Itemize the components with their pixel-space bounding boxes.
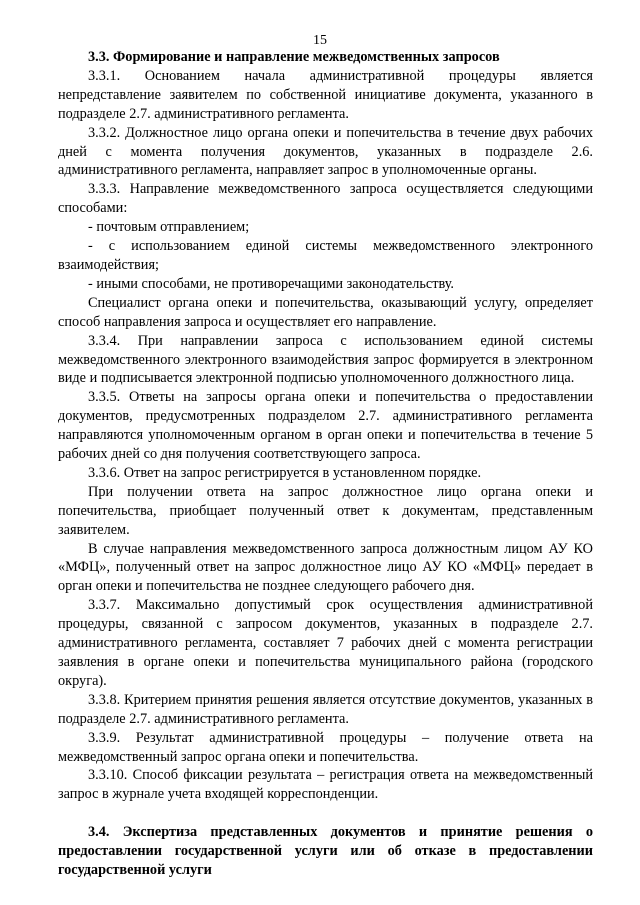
paragraph-mfc: В случае направления межведомственного запроса должностным лицом АУ КО «МФЦ», полученный ответ на запрос должностное лицо АУ КО «МФЦ» передает в орган опеки и попечительства не позднее следующего рабочего дня. <box>58 540 593 595</box>
paragraph-3-3-5: 3.3.5. Ответы на запросы органа опеки и попечительства о предоставлении документов, предусмотренных подразделом 2.7. административного регламента направляются уполномоченным органом в орган опеки и попечительства в течение 5 рабочих дней со дня получения соответствующего запроса. <box>58 389 593 463</box>
paragraph-3-3-1: 3.3.1. Основанием начала административной процедуры является непредставление заявителем по собственной инициативе документа, указанного в подразделе 2.7. административного регламента. <box>58 67 593 122</box>
paragraph-specialist: Специалист органа опеки и попечительства, оказывающий услугу, определяет способ направления запроса и осуществляет его направление. <box>58 294 593 330</box>
page-number: 15 <box>313 33 327 48</box>
paragraph-3-3-4: 3.3.4. При направлении запроса с использованием единой системы межведомственного электронного взаимодействия запрос формируется в электронном виде и подписывается электронной подписью уполномоченного должностного лица. <box>58 332 593 387</box>
paragraph-3-3-2: 3.3.2. Должностное лицо органа опеки и попечительства в течение двух рабочих дней с момента получения документов, указанных в подразделе 2.6. административного регламента, направляет запрос в уполномоченные органы. <box>58 124 593 179</box>
paragraph-3-3-8: 3.3.8. Критерием принятия решения является отсутствие документов, указанных в подразделе 2.7. административного регламента. <box>58 691 593 727</box>
paragraph-3-3-6: 3.3.6. Ответ на запрос регистрируется в установленном порядке. <box>88 464 482 481</box>
paragraph-3-3-7: 3.3.7. Максимально допустимый срок осуществления административной процедуры, связанной с запросом документов, указанных в подразделе 2.7. административного регламента, составляет 7 рабочих дней с момента регистрации заявления в органе опеки и попечительства муниципального района (городского округа). <box>58 597 593 689</box>
list-item-postal: - почтовым отправлением; <box>88 219 250 236</box>
list-item-electronic: - с использованием единой системы межведомственного электронного взаимодействия; <box>58 238 593 273</box>
paragraph-response-received: При получении ответа на запрос должностное лицо органа опеки и попечительства, приобщает полученный ответ к документам, представленным заявителем. <box>58 483 593 538</box>
paragraph-3-3-9: 3.3.9. Результат административной процедуры – получение ответа на межведомственный запрос органа опеки и попечительства. <box>58 729 593 765</box>
document-body <box>58 48 593 880</box>
section-heading-3-3: 3.3. Формирование и направление межведомственных запросов <box>88 49 500 65</box>
list-item-other: - иными способами, не противоречащими законодательству. <box>88 275 455 292</box>
paragraph-3-3-10: 3.3.10. Способ фиксации результата – регистрация ответа на межведомственный запрос в журнале учета входящей корреспонденции. <box>58 767 593 803</box>
section-heading-3-4: 3.4. Экспертиза представленных документов и принятие решения о предоставлении государственной услуги или об отказе в предоставлении государственной услуги <box>58 824 593 879</box>
paragraph-3-3-3: 3.3.3. Направление межведомственного запроса осуществляется следующими способами: <box>58 181 593 217</box>
